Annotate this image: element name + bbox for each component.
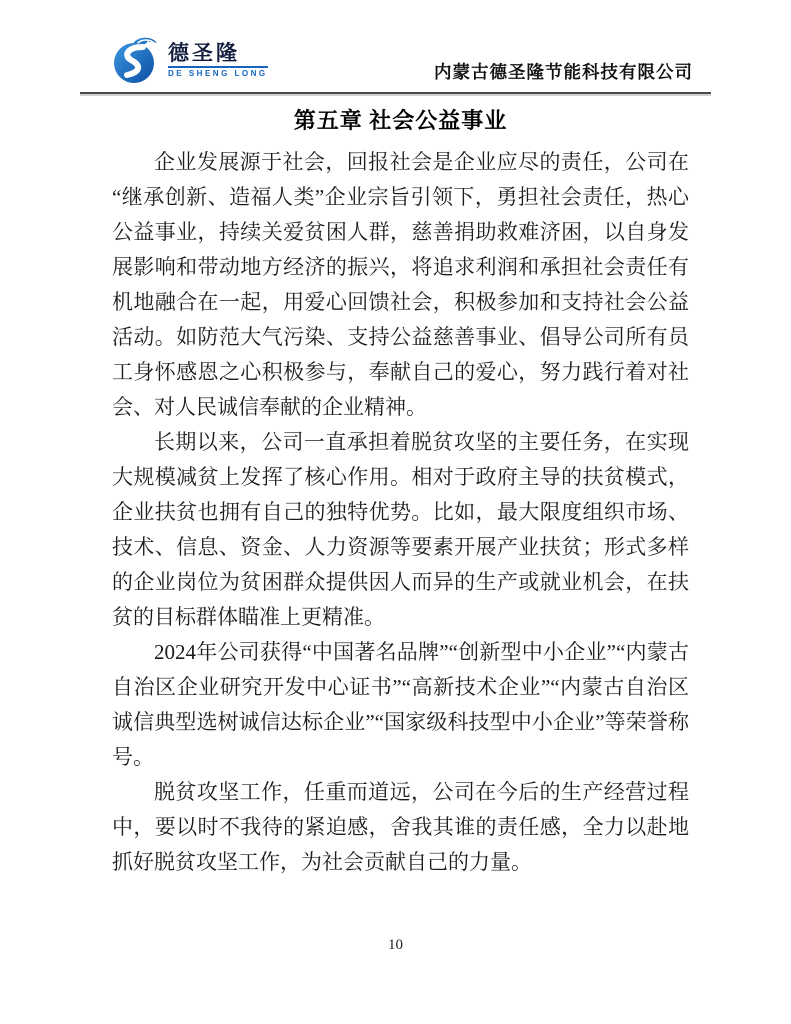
paragraph-2: 长期以来，公司一直承担着脱贫攻坚的主要任务，在实现大规模减贫上发挥了核心作用。相对于政府主导的扶贫模式，企业扶贫也拥有自己的独特优势。比如，最大限度组织市场、技术、信息、资金、人力资源等要素开展产业扶贫；形式多样的企业岗位为贫困群众提供因人而异的生产或就业机会，在扶贫的目标群体瞄准上更精准。	[112, 430, 689, 629]
logo-wordmark	[168, 43, 268, 78]
page-footer	[0, 936, 791, 954]
page-header	[80, 0, 711, 94]
page-number: 10	[388, 937, 403, 953]
logo-divider	[168, 66, 268, 68]
document-content	[112, 104, 689, 880]
chapter-title: 第五章 社会公益事业	[293, 108, 508, 133]
paragraph-3: 2024年公司获得“中国著名品牌”“创新型中小企业”“内蒙古自治区企业研究开发中心证书”“高新技术企业”“内蒙古自治区诚信典型选树诚信达标企业”“国家级科技型中小企业”等荣誉称号。	[112, 640, 689, 769]
paragraph-4: 脱贫攻坚工作，任重而道远，公司在今后的生产经营过程中，要以时不我待的紧迫感，舍我其谁的责任感，全力以赴地抓好脱贫攻坚工作，为社会贡献自己的力量。	[112, 780, 689, 874]
logo-english-name: DE SHENG LONG	[168, 68, 268, 78]
dragon-logo-icon	[110, 34, 162, 86]
logo-chinese-name: 德圣隆	[168, 41, 240, 65]
paragraph-1: 企业发展源于社会，回报社会是企业应尽的责任，公司在“继承创新、造福人类”企业宗旨引领下，勇担社会责任，热心公益事业，持续关爱贫困人群，慈善捐助救难济困，以自身发展影响和带动地方经济的振兴，将追求利润和承担社会责任有机地融合在一起，用爱心回馈社会，积极参加和支持社会公益活动。如防范大气污染、支持公益慈善事业、倡导公司所有员工身怀感恩之心积极参与，奉献自己的爱心，努力践行着对社会、对人民诚信奉献的企业精神。	[112, 150, 689, 419]
body-text	[112, 145, 689, 880]
company-name: 内蒙古德圣隆节能科技有限公司	[434, 62, 693, 82]
company-logo	[80, 34, 268, 86]
